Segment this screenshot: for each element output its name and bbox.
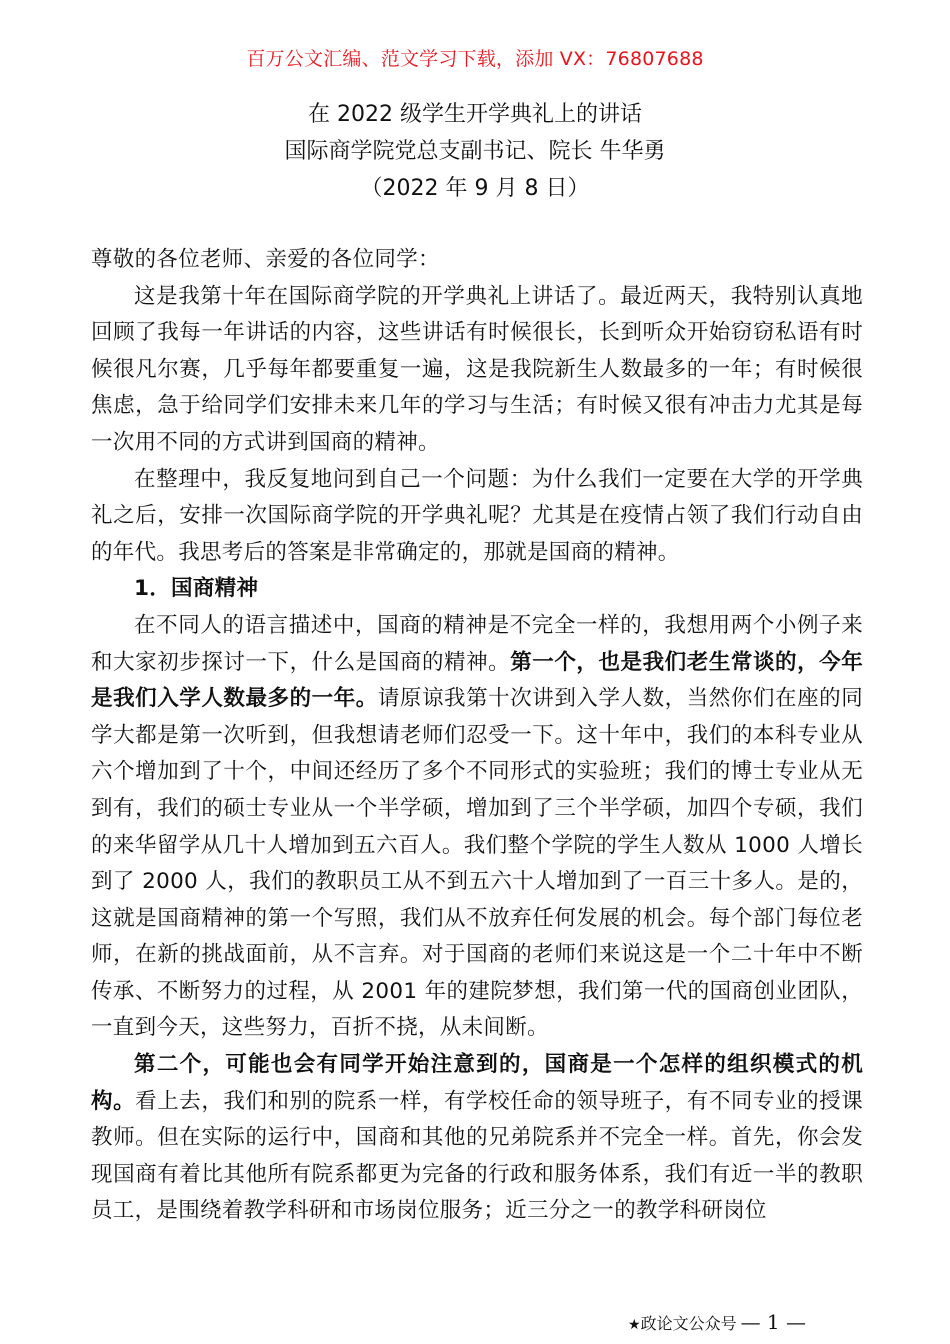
speaker-line: 国际商学院党总支副书记、院长 牛华勇 xyxy=(284,139,666,164)
paragraph-1: 这是我第十年在国际商学院的开学典礼上讲话了。最近两天，我特别认真地回顾了我每一年讲话的内容，这些讲话有时候很长，长到听众开始窃窃私语有时候很凡尔赛，几乎每年都要重复一遍，这是我院新生人数最多的一年；有时候很焦虑，急于给同学们安排未来几年的学习与生活；有时候又很有冲击力尤其是每一次用不同的方式讲到国商的精神。 xyxy=(91,283,863,455)
paragraph-3 xyxy=(91,608,863,1047)
speech-title: 在 2022 级学生开学典礼上的讲话 xyxy=(308,102,642,127)
paragraph-4-emphasis: 第二个，可能也会有同学开始注意到的，国商是一个怎样的组织模式的机构。 xyxy=(91,1052,863,1114)
promo-banner: 百万公文汇编、范文学习下载，添加 VX：76807688 xyxy=(246,48,704,70)
salutation: 尊敬的各位老师、亲爱的各位同学： xyxy=(91,247,440,272)
paragraph-2: 在整理中，我反复地问到自己一个问题：为什么我们一定要在大学的开学典礼之后，安排一次国际商学院的开学典礼呢？尤其是在疫情占领了我们行动自由的年代。我思考后的答案是非常确定的，那就是国商的精神。 xyxy=(91,466,863,565)
paragraph-3-emphasis: 第一个，也是我们老生常谈的，今年是我们入学人数最多的一年。 xyxy=(91,649,863,712)
page-number: — 1 — xyxy=(740,1310,807,1334)
paragraph-3-rest: 请原谅我第十次讲到入学人数，当然你们在座的同学大都是第一次听到，但我想请老师们忍受一下。这十年中，我们的本科专业从六个增加到了十个，中间还经历了多个不同形式的实验班；我们的博士专业从无到有，我们的硕士专业从一个半学硕，增加到了三个半学硕，加四个专硕，我们的来华留学从几十人增加到五六百人。我们整个学院的学生人数从 1000 人增长到了 2000 人，我们的教职员工从不到五六十人增加到了一百三十多人。是的，这就是国商精神的第一个写照，我们从不放弃任何发展的机会。每个部门每位老师，在新的挑战面前，从不言弃。对于国商的老师们来说这是一个二十年中不断传承、不断努力的过程，从 2001 年的建院梦想，我们第一代的国商创业团队，一直到今天，这些努力，百折不挠，从未间断。 xyxy=(91,686,863,1041)
paragraph-4-rest: 看上去，我们和别的院系一样，有学校任命的领导班子，有不同专业的授课教师。但在实际的运行中，国商和其他的兄弟院系并不完全一样。首先，你会发现国商有着比其他所有院系都更为完备的行政和服务体系，我们有近一半的教职员工，是围绕着教学科研和市场岗位服务；近三分之一的教学科研岗位 xyxy=(91,1088,863,1224)
footer-source: 政论文公众号 xyxy=(640,1314,737,1333)
star-icon: ★ xyxy=(628,1317,641,1333)
section-heading-1: 1．国商精神 xyxy=(134,576,259,602)
speech-body xyxy=(91,242,863,1230)
title-block xyxy=(0,96,950,207)
speech-date: （2022 年 9 月 8 日） xyxy=(360,176,590,201)
paragraph-3-intro: 在不同人的语言描述中，国商的精神是不完全一样的，我想用两个小例子来和大家初步探讨一下，什么是国商的精神。 xyxy=(91,612,863,675)
page-footer xyxy=(628,1310,806,1334)
paragraph-4 xyxy=(91,1047,863,1230)
